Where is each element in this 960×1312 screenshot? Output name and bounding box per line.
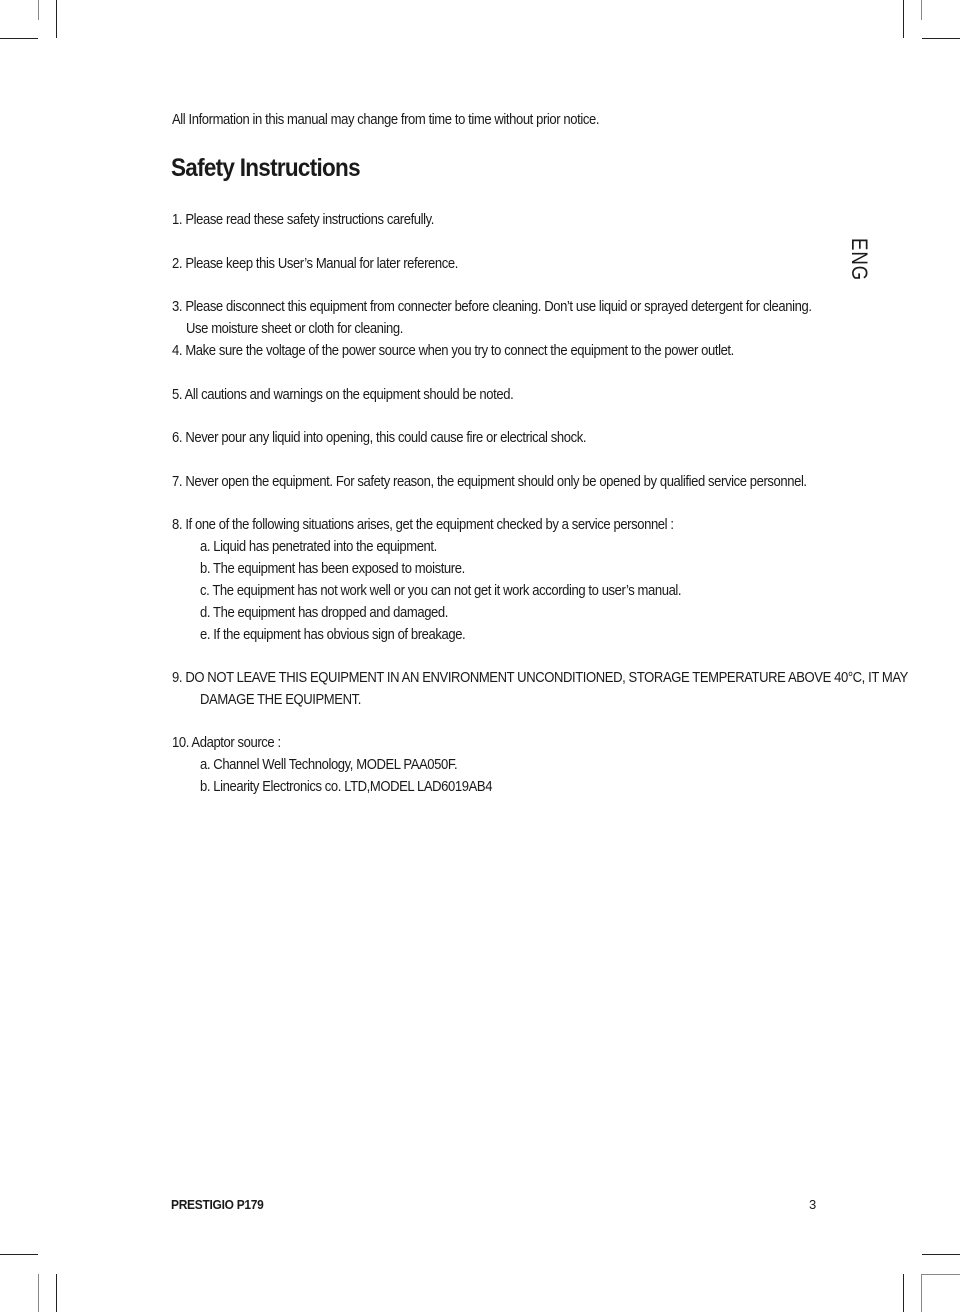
crop-mark [921, 1274, 922, 1312]
crop-mark [0, 38, 38, 39]
list-item [172, 734, 281, 752]
crop-mark [921, 0, 922, 20]
item-continuation: Use moisture sheet or cloth for cleaning. [186, 321, 403, 337]
item-number: 3. [172, 299, 183, 315]
sub-item: c. The equipment has not work well or you can not get it work according to user’s manual. [200, 583, 682, 599]
list-item [172, 386, 513, 404]
crop-mark [56, 1274, 57, 1312]
item-text: Make sure the voltage of the power source when you try to connect the equipment to the power outlet. [185, 343, 734, 359]
item-text: Never open the equipment. For safety reason, the equipment should only be opened by qualified service personnel. [185, 474, 807, 490]
language-tab: ENG [847, 238, 872, 282]
notice-text: All Information in this manual may change from time to time without prior notice. [172, 112, 600, 128]
crop-mark [56, 0, 57, 38]
list-item [172, 298, 812, 316]
crop-mark [38, 0, 39, 20]
list-item [172, 255, 458, 273]
list-item [172, 516, 674, 534]
item-number: 10. [172, 735, 189, 751]
item-text: Please read these safety instructions carefully. [185, 212, 435, 228]
item-number: 4. [172, 343, 183, 359]
list-item [172, 342, 734, 360]
footer-model: PRESTIGIO P179 [171, 1197, 264, 1212]
item-text: Adaptor source : [191, 735, 281, 751]
crop-mark [903, 0, 904, 38]
crop-mark [921, 1274, 960, 1275]
crop-mark [903, 1274, 904, 1312]
item-number: 8. [172, 517, 183, 533]
sub-item: e. If the equipment has obvious sign of breakage. [200, 627, 466, 643]
item-text: Please disconnect this equipment from connecter before cleaning. Don’t use liquid or sprayed detergent for cleaning. [185, 299, 812, 315]
page-title: Safety Instructions [171, 154, 360, 182]
item-continuation: DAMAGE THE EQUIPMENT. [200, 692, 361, 708]
sub-item: b. The equipment has been exposed to moisture. [200, 561, 465, 577]
item-number: 9. [172, 670, 183, 686]
item-text: Never pour any liquid into opening, this could cause fire or electrical shock. [185, 430, 587, 446]
sub-item: d. The equipment has dropped and damaged. [200, 605, 448, 621]
list-item [172, 211, 434, 229]
page-number: 3 [809, 1197, 817, 1212]
sub-item: a. Liquid has penetrated into the equipment. [200, 539, 437, 555]
item-number: 5. [172, 387, 183, 403]
item-text: DO NOT LEAVE THIS EQUIPMENT IN AN ENVIRONMENT UNCONDITIONED, STORAGE TEMPERATURE ABOVE 40°C, IT MAY [185, 670, 908, 686]
item-text: If one of the following situations arises, get the equipment checked by a service personnel : [185, 517, 674, 533]
list-item [172, 473, 807, 491]
crop-mark [0, 1254, 38, 1255]
sub-item: a. Channel Well Technology, MODEL PAA050F. [200, 757, 458, 773]
item-number: 1. [172, 212, 183, 228]
item-number: 7. [172, 474, 183, 490]
crop-mark [38, 1274, 39, 1312]
crop-mark [922, 38, 960, 39]
sub-item: b. Linearity Electronics co. LTD,MODEL LAD6019AB4 [200, 779, 493, 795]
item-number: 6. [172, 430, 183, 446]
list-item [172, 429, 586, 447]
item-text: All cautions and warnings on the equipment should be noted. [184, 387, 514, 403]
list-item [172, 669, 908, 687]
crop-mark [922, 1254, 960, 1255]
item-number: 2. [172, 256, 183, 272]
item-text: Please keep this User’s Manual for later reference. [185, 256, 458, 272]
